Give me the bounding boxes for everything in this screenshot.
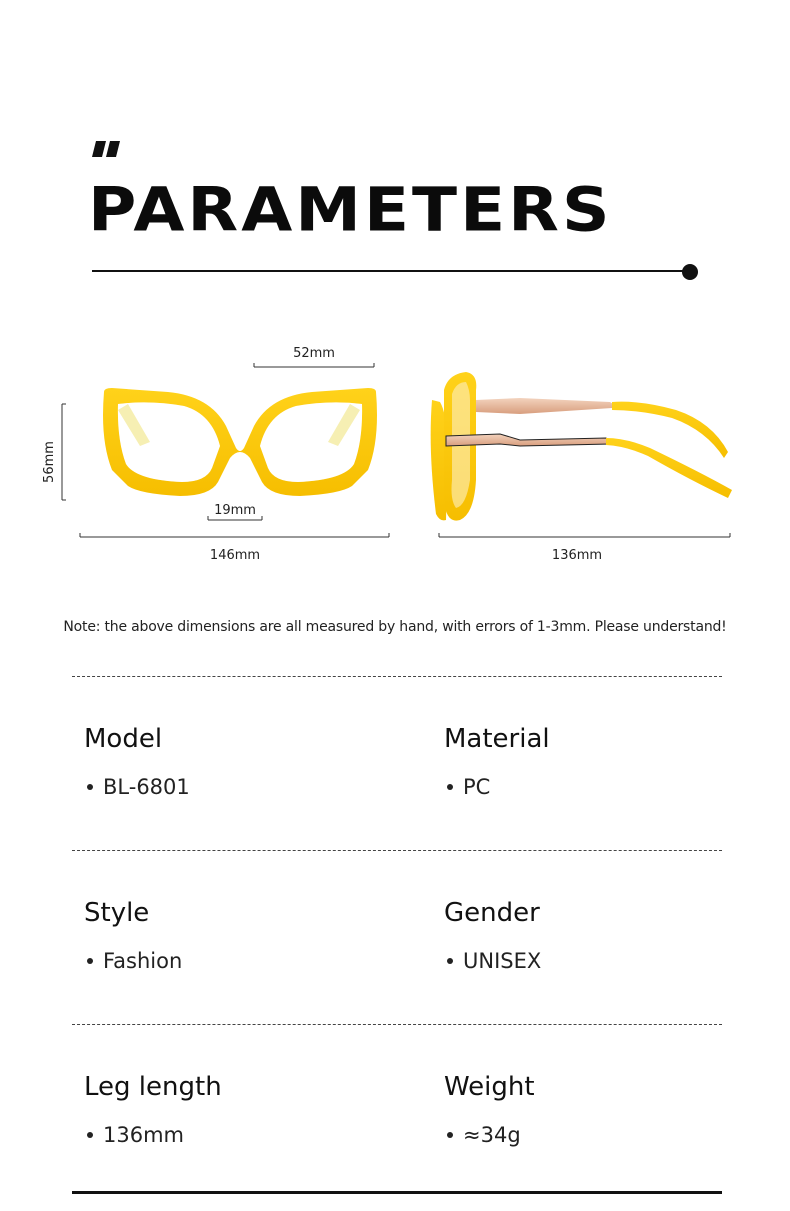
divider-bottom: [72, 1191, 722, 1194]
quote-mark-icon: [92, 141, 124, 157]
lens-height-label: 56mm: [42, 441, 57, 483]
page-title: PARAMETERS: [88, 174, 613, 246]
title-underline-dot: [682, 264, 698, 280]
param-value: [444, 774, 550, 800]
param-value: [84, 1122, 222, 1148]
param-value-text: BL-6801: [103, 775, 190, 799]
title-underline: [92, 270, 690, 272]
divider-dashed: [72, 676, 722, 677]
bullet-icon: [447, 784, 453, 790]
param-value-text: ≈34g: [463, 1123, 521, 1147]
param-value: [444, 948, 541, 974]
frame-width-label: 146mm: [209, 548, 261, 563]
param-label: Material: [444, 724, 550, 754]
glasses-side-view: [431, 372, 732, 521]
bullet-icon: [87, 1132, 93, 1138]
param-value-text: 136mm: [103, 1123, 184, 1147]
param-value: [84, 948, 182, 974]
bullet-icon: [87, 958, 93, 964]
param-leg-length: [84, 1072, 222, 1148]
lens-width-label: 52mm: [293, 346, 335, 361]
divider-dashed: [72, 850, 722, 851]
param-label: Model: [84, 724, 163, 754]
dimension-lines-side: [439, 533, 730, 537]
temple-length-label: 136mm: [551, 548, 603, 563]
param-label: Gender: [444, 898, 540, 928]
param-material: [444, 724, 550, 800]
param-weight: [444, 1072, 535, 1148]
bridge-width-label: 19mm: [214, 503, 256, 518]
param-style: [84, 898, 182, 974]
param-value-text: UNISEX: [463, 949, 542, 973]
bullet-icon: [87, 784, 93, 790]
measurement-note: Note: the above dimensions are all measured by hand, with errors of 1-3mm. Please understand!: [63, 619, 727, 635]
bullet-icon: [447, 1132, 453, 1138]
divider-dashed: [72, 1024, 722, 1025]
param-model: [84, 724, 190, 800]
glasses-front-view: [103, 388, 377, 496]
param-value-text: Fashion: [103, 949, 183, 973]
param-gender: [444, 898, 541, 974]
bullet-icon: [447, 958, 453, 964]
param-value: [444, 1122, 535, 1148]
param-value: [84, 774, 190, 800]
param-value-text: PC: [463, 775, 491, 799]
param-label: Leg length: [84, 1072, 222, 1102]
param-label: Style: [84, 898, 150, 928]
param-label: Weight: [444, 1072, 535, 1102]
dimension-diagram: [0, 330, 790, 580]
